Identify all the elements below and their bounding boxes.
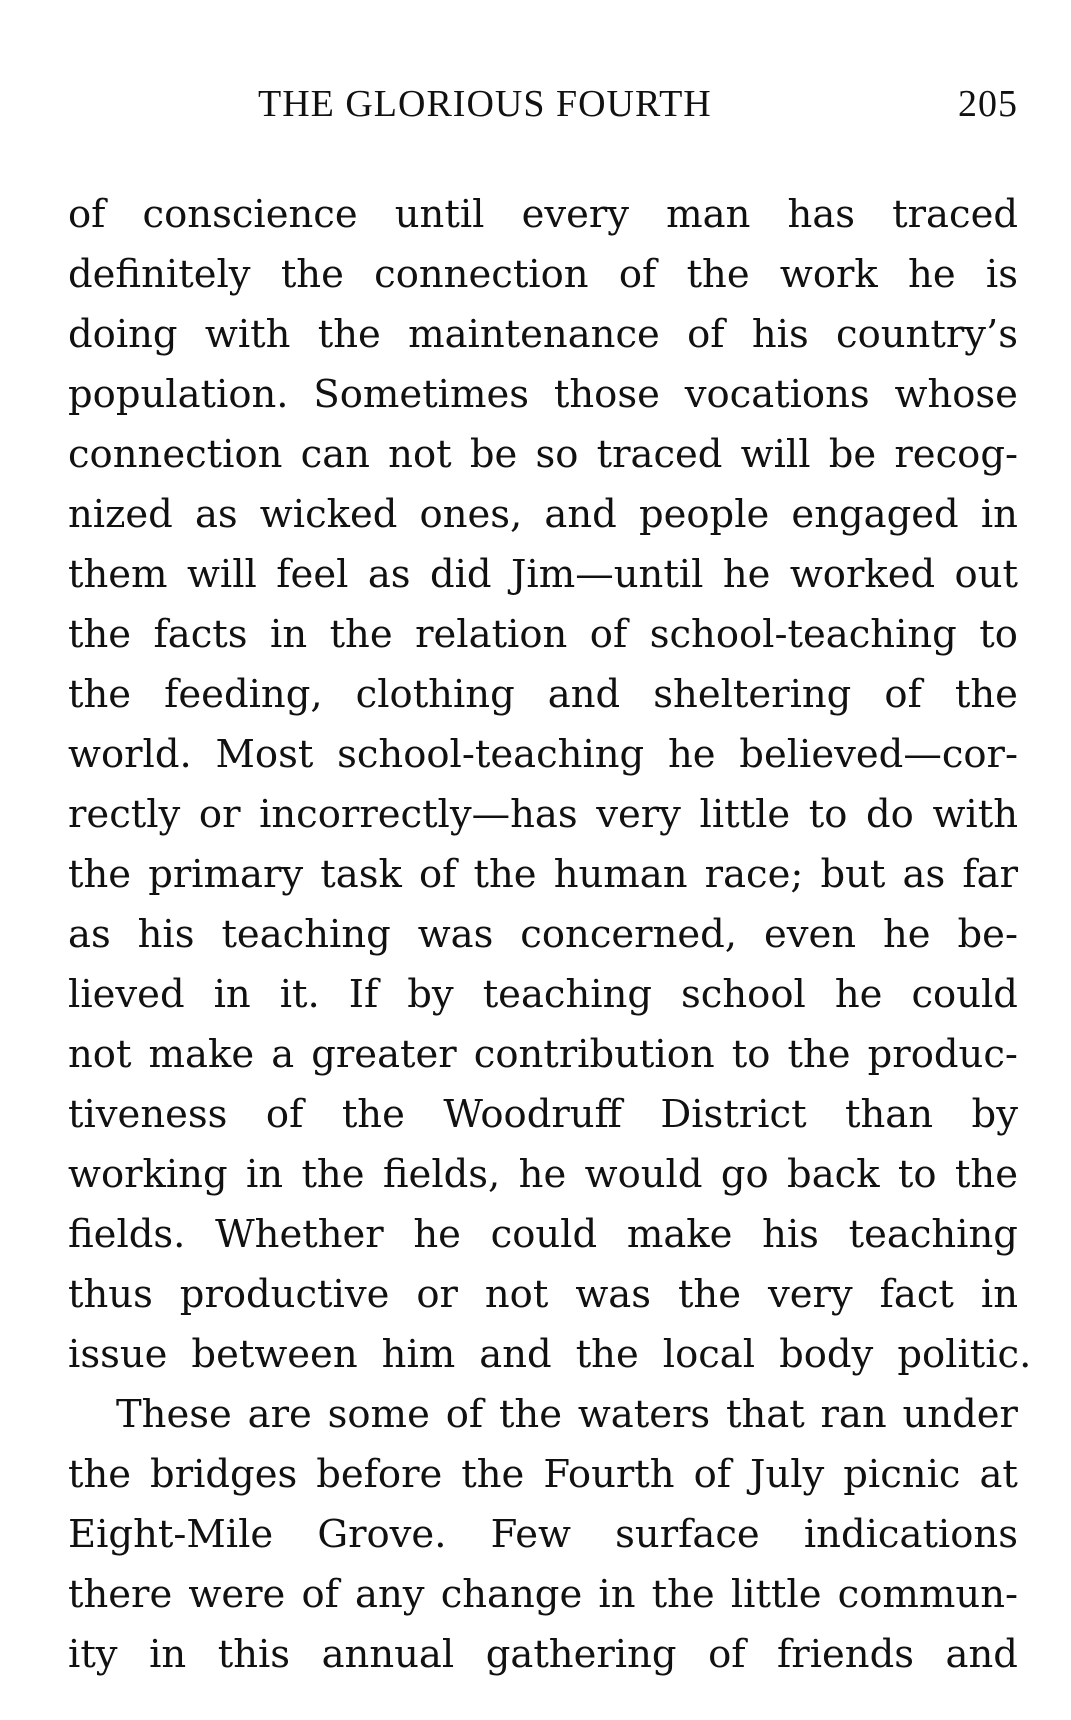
word: task xyxy=(320,852,402,897)
word: was xyxy=(575,1272,651,1317)
word: feeding, xyxy=(164,672,323,717)
word: but xyxy=(820,852,886,897)
word: some xyxy=(327,1392,430,1437)
chapter-title: THE GLORIOUS FOURTH xyxy=(258,83,712,125)
word: bridges xyxy=(150,1452,298,1497)
word: is xyxy=(985,252,1018,297)
word: he xyxy=(834,972,883,1017)
word: Sometimes xyxy=(313,372,530,417)
word: and xyxy=(547,672,621,717)
text-line xyxy=(68,425,1018,485)
word: wicked xyxy=(259,492,398,537)
word: Woodruff xyxy=(443,1092,622,1137)
word: so xyxy=(535,432,579,477)
word: could xyxy=(490,1212,598,1257)
word: people xyxy=(638,492,770,537)
word: District xyxy=(660,1092,807,1137)
word: human xyxy=(553,852,688,897)
text-line xyxy=(68,845,1018,905)
word: there xyxy=(68,1572,173,1617)
word: than xyxy=(845,1092,934,1137)
word: the xyxy=(677,1272,742,1317)
word: greater xyxy=(311,1032,457,1077)
word: the xyxy=(280,252,344,297)
word: the xyxy=(68,1452,132,1497)
word: it. xyxy=(279,972,320,1017)
word: fields, xyxy=(382,1152,501,1197)
word: not xyxy=(484,1272,549,1317)
word: body xyxy=(779,1332,874,1377)
word: as xyxy=(902,852,946,897)
word: every xyxy=(521,192,630,237)
text-line xyxy=(68,1625,1018,1685)
word: or xyxy=(416,1272,458,1317)
text-line xyxy=(68,665,1018,725)
word: make xyxy=(626,1212,733,1257)
word: Eight-Mile xyxy=(68,1512,274,1557)
word: in xyxy=(213,972,251,1017)
text-line xyxy=(68,605,1018,665)
word: believed—cor- xyxy=(739,732,1018,777)
word: Jim—until xyxy=(510,552,704,597)
word: the xyxy=(461,1452,525,1497)
word: in xyxy=(980,492,1018,537)
word: as xyxy=(194,492,238,537)
word: and xyxy=(479,1332,552,1377)
word: worked xyxy=(789,552,936,597)
word: ity xyxy=(68,1632,118,1677)
text-line xyxy=(68,245,1018,305)
word: in xyxy=(598,1572,636,1617)
word: would xyxy=(584,1152,703,1197)
word: to xyxy=(808,792,848,837)
word: and xyxy=(945,1632,1018,1677)
word: work xyxy=(779,252,878,297)
word: These xyxy=(116,1392,232,1437)
word: ones, xyxy=(419,492,523,537)
word: productive xyxy=(179,1272,390,1317)
word: those xyxy=(553,372,660,417)
word: be- xyxy=(957,912,1018,957)
word: he xyxy=(722,552,771,597)
text-line xyxy=(68,485,1018,545)
word: back xyxy=(787,1152,880,1197)
word: nized xyxy=(68,492,173,537)
word: of xyxy=(418,852,457,897)
running-head xyxy=(68,82,1018,132)
text-line xyxy=(68,965,1018,1025)
word: the xyxy=(498,1392,563,1437)
word: country’s xyxy=(836,312,1018,357)
word: or xyxy=(198,792,241,837)
word: as xyxy=(367,552,411,597)
word: of xyxy=(693,1452,731,1497)
text-line xyxy=(68,305,1018,365)
word: the xyxy=(68,852,132,897)
word: school-teaching xyxy=(337,732,645,777)
word: were xyxy=(188,1572,286,1617)
word: school xyxy=(681,972,806,1017)
text-line xyxy=(68,785,1018,845)
word: the xyxy=(651,1572,715,1617)
word: the xyxy=(301,1152,365,1197)
word: to xyxy=(731,1032,771,1077)
word: contribution xyxy=(473,1032,715,1077)
text-line xyxy=(68,1025,1018,1085)
word: he xyxy=(908,252,956,297)
word: of xyxy=(687,312,725,357)
word: was xyxy=(417,912,494,957)
text-line xyxy=(68,1385,1018,1445)
word: are xyxy=(247,1392,312,1437)
word: tiveness xyxy=(68,1092,228,1137)
word: of xyxy=(265,1092,304,1137)
word: did xyxy=(429,552,492,597)
word: waters xyxy=(577,1392,711,1437)
text-line xyxy=(68,1085,1018,1145)
word: of xyxy=(708,1632,746,1677)
word: Fourth xyxy=(543,1452,675,1497)
word: of xyxy=(445,1392,484,1437)
word: the xyxy=(954,1152,1018,1197)
word: in xyxy=(270,612,308,657)
word: go xyxy=(720,1152,769,1197)
word: he xyxy=(667,732,716,777)
word: teaching xyxy=(848,1212,1018,1257)
text-line xyxy=(68,185,1018,245)
word: be xyxy=(469,432,518,477)
word: between xyxy=(191,1332,358,1377)
word: world. xyxy=(68,732,192,777)
word: the xyxy=(68,672,132,717)
word: very xyxy=(767,1272,853,1317)
word: commun- xyxy=(837,1572,1018,1617)
word: his xyxy=(751,312,809,357)
word: at xyxy=(979,1452,1018,1497)
word: teaching xyxy=(221,912,391,957)
word: not xyxy=(388,432,452,477)
word: If xyxy=(348,972,379,1017)
word: feel xyxy=(276,552,349,597)
word: Whether xyxy=(215,1212,384,1257)
word: to xyxy=(979,612,1018,657)
text-line xyxy=(68,1505,1018,1565)
word: could xyxy=(911,972,1018,1017)
word: this xyxy=(217,1632,291,1677)
word: gathering xyxy=(485,1632,677,1677)
word: recog- xyxy=(894,432,1018,477)
word: the xyxy=(473,852,537,897)
word: even xyxy=(763,912,857,957)
word: him xyxy=(381,1332,456,1377)
word: vocations xyxy=(684,372,870,417)
word: engaged xyxy=(791,492,959,537)
word: fact xyxy=(879,1272,954,1317)
word: under xyxy=(902,1392,1018,1437)
word: conscience xyxy=(142,192,358,237)
word: little xyxy=(699,792,791,837)
word: in xyxy=(980,1272,1018,1317)
word: far xyxy=(962,852,1018,897)
word: change xyxy=(440,1572,583,1617)
word: picnic xyxy=(843,1452,961,1497)
word: ran xyxy=(820,1392,887,1437)
word: the xyxy=(68,612,132,657)
word: lieved xyxy=(68,972,185,1017)
word: of xyxy=(884,672,922,717)
text-line xyxy=(68,545,1018,605)
word: Few xyxy=(490,1512,571,1557)
word: population. xyxy=(68,372,289,417)
word: connection xyxy=(374,252,589,297)
text-line xyxy=(68,365,1018,425)
word: the xyxy=(341,1092,405,1137)
text-line xyxy=(68,1325,1032,1385)
word: surface xyxy=(615,1512,760,1557)
text-line xyxy=(68,905,1018,965)
text-line xyxy=(68,1565,1018,1625)
word: his xyxy=(137,912,195,957)
word: July xyxy=(749,1452,825,1497)
page-number: 205 xyxy=(958,83,1018,125)
word: in xyxy=(245,1152,284,1197)
word: make xyxy=(148,1032,255,1077)
word: with xyxy=(932,792,1018,837)
word: as xyxy=(68,912,111,957)
word: the xyxy=(787,1032,851,1077)
text-line xyxy=(68,725,1018,785)
word: local xyxy=(662,1332,756,1377)
word: school-teaching xyxy=(649,612,957,657)
word: the xyxy=(575,1332,639,1377)
word: of xyxy=(589,612,628,657)
word: the xyxy=(317,312,381,357)
word: primary xyxy=(148,852,304,897)
word: issue xyxy=(68,1332,168,1377)
word: facts xyxy=(153,612,248,657)
word: has xyxy=(787,192,856,237)
word: very xyxy=(596,792,681,837)
word: produc- xyxy=(867,1032,1018,1077)
word: little xyxy=(730,1572,822,1617)
word: Grove. xyxy=(317,1512,447,1557)
word: man xyxy=(666,192,751,237)
word: friends xyxy=(777,1632,914,1677)
word: the xyxy=(329,612,393,657)
word: the xyxy=(686,252,750,297)
word: by xyxy=(407,972,454,1017)
word: indications xyxy=(803,1512,1018,1557)
word: incorrectly—has xyxy=(259,792,578,837)
word: out xyxy=(954,552,1018,597)
word: will xyxy=(186,552,257,597)
word: connection xyxy=(68,432,283,477)
word: do xyxy=(866,792,914,837)
body-text xyxy=(68,185,1032,1685)
word: definitely xyxy=(68,252,251,297)
word: sheltering xyxy=(653,672,852,717)
text-line xyxy=(68,1265,1018,1325)
word: concerned, xyxy=(520,912,738,957)
word: doing xyxy=(68,312,178,357)
text-line xyxy=(68,1205,1018,1265)
word: race; xyxy=(704,852,804,897)
text-line xyxy=(68,1445,1018,1505)
word: annual xyxy=(321,1632,455,1677)
word: maintenance xyxy=(408,312,660,357)
word: working xyxy=(68,1152,228,1197)
word: until xyxy=(394,192,485,237)
word: of xyxy=(618,252,657,297)
word: with xyxy=(204,312,291,357)
word: them xyxy=(68,552,168,597)
word: of xyxy=(68,192,106,237)
word: rectly xyxy=(68,792,181,837)
word: traced xyxy=(892,192,1018,237)
word: before xyxy=(316,1452,443,1497)
word: can xyxy=(300,432,370,477)
word: thus xyxy=(68,1272,153,1317)
word: clothing xyxy=(355,672,515,717)
word: Most xyxy=(215,732,314,777)
word: the xyxy=(954,672,1018,717)
word: whose xyxy=(894,372,1018,417)
word: of xyxy=(301,1572,339,1617)
word: he xyxy=(518,1152,567,1197)
word: to xyxy=(897,1152,937,1197)
word: fields. xyxy=(68,1212,186,1257)
word: a xyxy=(271,1032,295,1077)
word: in xyxy=(149,1632,187,1677)
word: he xyxy=(413,1212,461,1257)
word: that xyxy=(726,1392,805,1437)
text-line xyxy=(68,1145,1018,1205)
word: relation xyxy=(415,612,568,657)
word: any xyxy=(355,1572,425,1617)
word: traced xyxy=(596,432,723,477)
word: and xyxy=(544,492,617,537)
word: not xyxy=(68,1032,132,1077)
word: be xyxy=(828,432,877,477)
word: will xyxy=(740,432,811,477)
word: teaching xyxy=(482,972,653,1017)
word: by xyxy=(971,1092,1018,1137)
word: he xyxy=(883,912,931,957)
word: his xyxy=(762,1212,819,1257)
word: politic. xyxy=(897,1332,1032,1377)
